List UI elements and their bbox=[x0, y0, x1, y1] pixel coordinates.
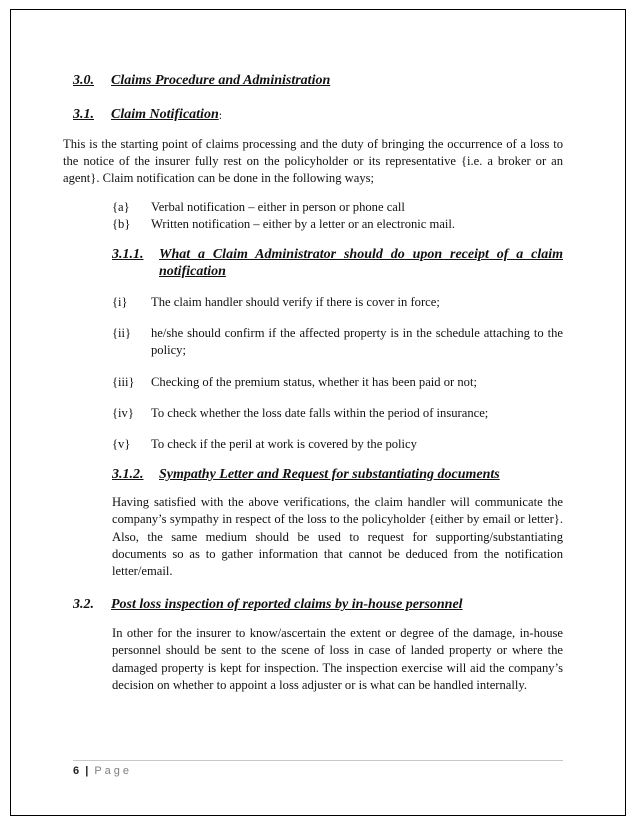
list-text: To check whether the loss date falls within the period of insurance; bbox=[151, 405, 489, 420]
list-text: Verbal notification – either in person or phone call bbox=[151, 199, 405, 214]
subsection-title: Claim Notification bbox=[111, 107, 219, 122]
section-title: Post loss inspection of reported claims by in-house personnel bbox=[111, 597, 463, 613]
list-text: Written notification – either by a letter or an electronic mail. bbox=[151, 216, 456, 231]
intro-paragraph: This is the starting point of claims processing and the duty of bringing the occurrence of a loss to the notice of the insurer fully rest on the policyholder or its representative {i.e. a broker or an agent}. Claim notification can be done in the following ways; bbox=[63, 137, 563, 186]
list-item bbox=[112, 216, 563, 233]
document-body bbox=[63, 72, 563, 694]
verification-checks-list bbox=[112, 294, 563, 453]
list-marker: {v} bbox=[112, 437, 131, 452]
subheading-3-1-1 bbox=[112, 246, 563, 280]
list-text: The claim handler should verify if there is cover in force; bbox=[151, 295, 440, 310]
page-footer bbox=[73, 765, 132, 777]
sympathy-paragraph: Having satisfied with the above verifications, the claim handler will communicate the company’s sympathy in respect of the loss to the policyholder {either by email or letter}. Also, the same medium should be used to request for supporting/substantiating documents so as to gather information that cannot be deduced from the notification letter/email. bbox=[112, 495, 563, 579]
section-heading-3-2 bbox=[73, 596, 563, 614]
subheading-title: Sympathy Letter and Request for substantiating documents bbox=[159, 467, 500, 483]
footer-divider bbox=[73, 760, 563, 761]
section-number: 3.0. bbox=[73, 73, 94, 88]
list-item bbox=[112, 436, 563, 453]
list-item bbox=[112, 374, 563, 391]
page-number: 6 bbox=[73, 765, 80, 777]
subsection-number: 3.1. bbox=[73, 107, 94, 122]
list-marker: {i} bbox=[112, 295, 128, 310]
subheading-title: What a Claim Administrator should do upon receipt of a claim notification bbox=[159, 247, 563, 280]
list-item bbox=[112, 405, 563, 422]
list-item bbox=[112, 199, 563, 216]
list-text: Checking of the premium status, whether it has been paid or not; bbox=[151, 374, 477, 389]
list-marker: {a} bbox=[112, 199, 130, 214]
subsection-suffix: : bbox=[218, 108, 223, 122]
list-text: To check if the peril at work is covered by the policy bbox=[151, 437, 417, 452]
section-number: 3.2. bbox=[73, 597, 94, 613]
list-marker: {iv} bbox=[112, 405, 134, 420]
subheading-3-1-2 bbox=[112, 466, 563, 483]
list-item bbox=[112, 325, 563, 359]
subheading-number: 3.1.1. bbox=[112, 247, 144, 263]
list-item bbox=[112, 294, 563, 311]
subheading-number: 3.1.2. bbox=[112, 467, 144, 483]
page-label: Page bbox=[94, 765, 133, 777]
section-title: Claims Procedure and Administration bbox=[111, 73, 331, 88]
section-heading-3-0 bbox=[73, 72, 563, 90]
inspection-paragraph: In other for the insurer to know/ascertain the extent or degree of the damage, in-house personnel should be sent to the scene of loss in case of landed property or where the damaged property is kept for inspection. The inspection exercise will aid the company’s decision on whether to appoint a loss adjuster or is what can be handled internally. bbox=[112, 626, 563, 692]
footer-separator: | bbox=[85, 765, 89, 777]
list-marker: {ii} bbox=[112, 326, 132, 341]
list-marker: {b} bbox=[112, 216, 131, 231]
notification-ways-list bbox=[112, 199, 563, 233]
list-marker: {iii} bbox=[112, 374, 135, 389]
list-text: he/she should confirm if the affected property is in the schedule attaching to the policy; bbox=[151, 326, 563, 358]
subsection-heading-3-1 bbox=[73, 106, 563, 124]
